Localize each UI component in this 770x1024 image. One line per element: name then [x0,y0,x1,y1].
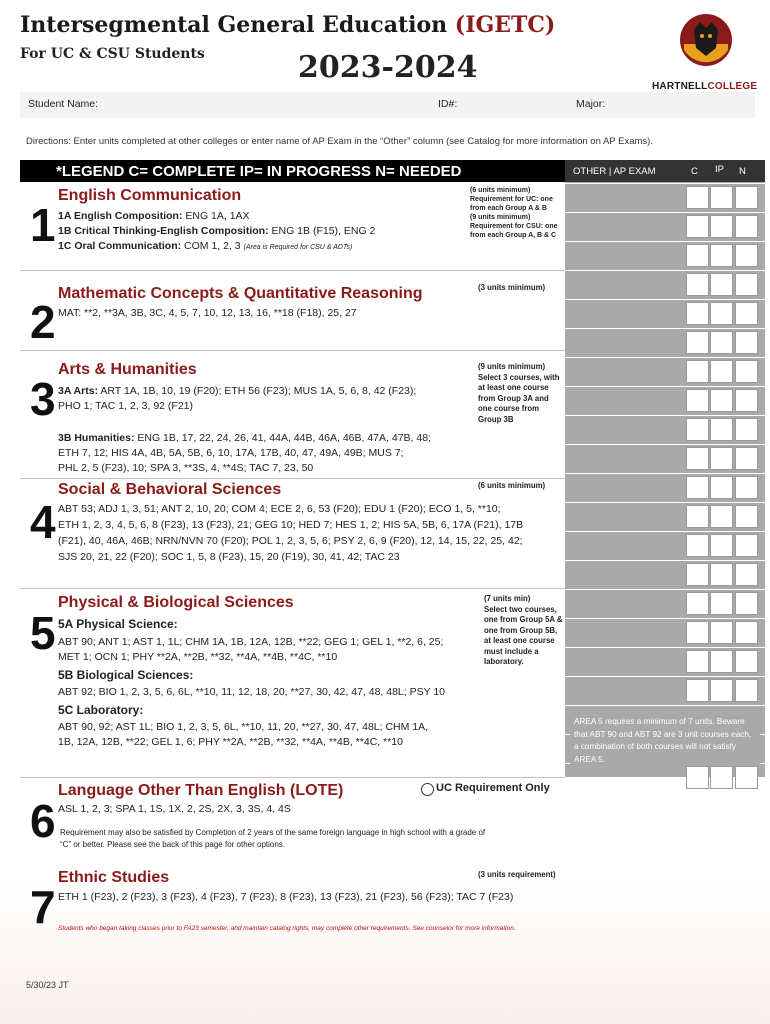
area-4-requirement-note: (6 units minimum) [478,481,546,490]
area-6-note: Requirement may also be satisfied by Completion of 2 years of the same foreign language in high school with a grade of [60,828,486,837]
area-5-heading-5A: 5A Physical Science: [58,617,178,631]
grid-row-divider [565,212,765,213]
needed-checkbox[interactable] [735,534,758,557]
divider [20,478,565,479]
needed-checkbox[interactable] [735,505,758,528]
needed-checkbox[interactable] [735,215,758,238]
in-progress-checkbox[interactable] [710,476,733,499]
grid-row-divider [565,183,765,184]
area-title-3: Arts & Humanities [58,361,197,378]
grid-row-divider [565,241,765,242]
complete-checkbox[interactable] [686,476,709,499]
area-5-requirement-note: (7 units min) Select two courses, one from Group 5A & one from Group 5B, at least one course must include a laboratory. [484,594,563,666]
area-3-requirement-note: (9 units minimum) Select 3 courses, with at least one course from Group 3A and one course from Group 3B [478,362,560,424]
area-5-warning: AREA 5 requires a minimum of 7 units. Beware that ABT 90 and ABT 92 are 3 unit courses each, a combination of both courses will not satisfy AREA 5. [570,716,760,766]
grid-row-divider [565,444,765,445]
complete-checkbox[interactable] [686,592,709,615]
needed-header: N [739,166,746,177]
area-title-6: Language Other Than English (LOTE) [58,782,344,799]
complete-checkbox[interactable] [686,650,709,673]
area-5-heading-5B: 5B Biological Sciences: [58,668,194,682]
area-5-line: 1B, 12A, 12B, **22; GEL 1, 6; PHY **2A, **2B, **32, **4A, **4B, **4C, **10 [58,736,403,748]
grid-row-divider [565,502,765,503]
grid-row-divider [565,357,765,358]
area-title-5: Physical & Biological Sciences [58,594,294,611]
tracking-column-header [565,160,765,182]
grid-row-divider [565,328,765,329]
in-progress-checkbox[interactable] [710,418,733,441]
grid-row-divider [565,589,765,590]
grid-row-divider [565,473,765,474]
complete-checkbox[interactable] [686,215,709,238]
area-4-line: SJS 20, 21, 22 (F20); SOC 1, 5, 8 (F23), 15, 20 (F19), 30, 41, 42; TAC 23 [58,551,400,563]
area-5-line: ABT 90; ANT 1; AST 1, 1L; CHM 1A, 1B, 12A, 12B, **22; GEG 1; GEL 1, **2, 6, 25; [58,636,444,648]
needed-checkbox[interactable] [735,592,758,615]
in-progress-checkbox[interactable] [710,534,733,557]
complete-checkbox[interactable] [686,302,709,325]
in-progress-checkbox[interactable] [710,302,733,325]
area-3-line-3A: 3A Arts: ART 1A, 1B, 10, 19 (F20); ETH 56 (F23); MUS 1A, 5, 6, 8, 42 (F23); [58,385,417,397]
area-5-heading-5C: 5C Laboratory: [58,703,144,717]
complete-checkbox[interactable] [686,563,709,586]
in-progress-checkbox[interactable] [710,592,733,615]
in-progress-checkbox[interactable] [710,505,733,528]
area-4-line: ABT 53; ADJ 1, 3, 51; ANT 2, 10, 20; COM 4; ECE 2, 6, 53 (F20); EDU 1 (F20); ECO 1, 5, **10; [58,503,501,515]
in-progress-checkbox[interactable] [710,186,733,209]
academic-year: 2023-2024 [298,50,478,85]
complete-checkbox[interactable] [686,331,709,354]
needed-checkbox[interactable] [735,302,758,325]
needed-checkbox[interactable] [735,766,758,789]
area-number-5: 5 [30,607,56,659]
student-info-bar [20,92,755,118]
in-progress-checkbox[interactable] [710,563,733,586]
complete-checkbox[interactable] [686,505,709,528]
area-2-requirement-note: (3 units minimum) [478,283,546,292]
area-1-line-1A: 1A English Composition: ENG 1A, 1AX [58,210,250,222]
major-label: Major: [576,98,606,110]
grid-row-divider [565,415,765,416]
area-1-requirement-note: (6 units minimum) Requirement for UC: one from each Group A & B (9 units minimum) Requirement for CSU: one from each Group A, B & C [470,187,558,239]
area-3-line: PHL 2, 5 (F23), 10; SPA 3, **3S, 4, **4S; TAC 7, 23, 50 [58,462,314,474]
complete-checkbox[interactable] [686,360,709,383]
footer-date: 5/30/23 JT [26,980,69,990]
grid-row-divider [565,647,765,648]
needed-checkbox[interactable] [735,331,758,354]
area-1-line-1C: 1C Oral Communication: COM 1, 2, 3 (Area is Required for CSU & ADTs) [58,240,353,252]
in-progress-header: IP [715,164,724,175]
grid-row-divider [565,270,765,271]
in-progress-checkbox[interactable] [710,650,733,673]
legend-bar: *LEGEND C= COMPLETE IP= IN PROGRESS N= NEEDED [20,160,565,182]
complete-checkbox[interactable] [686,186,709,209]
grid-row-divider [565,386,765,387]
complete-checkbox[interactable] [686,244,709,267]
in-progress-checkbox[interactable] [710,331,733,354]
uc-requirement-label: UC Requirement Only [436,782,550,794]
grid-row-divider [565,676,765,677]
area-7-catalog-rights-note: Students who began taking classes prior to FA23 semester, and maintain catalog rights, may complete other requirements. See counselor for more information. [58,925,516,932]
area-number-3: 3 [30,373,56,425]
area-7-line: ETH 1 (F23), 2 (F23), 3 (F23), 4 (F23), 7 (F23), 8 (F23), 13 (F23), 21 (F23), 56 (F23); TAC 7 (F23) [58,891,514,903]
needed-checkbox[interactable] [735,389,758,412]
area-title-7: Ethnic Studies [58,869,170,886]
needed-checkbox[interactable] [735,186,758,209]
divider [20,588,565,589]
needed-checkbox[interactable] [735,244,758,267]
area-title-1: English Communication [58,187,242,204]
grid-row-divider [565,618,765,619]
needed-checkbox[interactable] [735,563,758,586]
in-progress-checkbox[interactable] [710,447,733,470]
area-5-line: ABT 92; BIO 1, 2, 3, 5, 6, 6L, **10, 11, 12, 18, 20, **27, 30, 42, 47, 48, 48L; PSY 10 [58,686,446,698]
area-title-4: Social & Behavioral Sciences [58,481,282,498]
page-title: Intersegmental General Education (IGETC) [20,12,556,38]
complete-header: C [691,166,698,177]
area-number-1: 1 [30,199,56,251]
in-progress-checkbox[interactable] [710,679,733,702]
grid-row-divider [565,560,765,561]
in-progress-checkbox[interactable] [710,389,733,412]
area-3-line: PHO 1; TAC 1, 2, 3, 92 (F21) [58,400,193,412]
other-ap-exam-column [565,182,680,777]
complete-checkbox[interactable] [686,766,709,789]
grid-row-divider [565,705,765,706]
needed-checkbox[interactable] [735,679,758,702]
in-progress-checkbox[interactable] [710,215,733,238]
area-1-line-1B: 1B Critical Thinking-English Composition: ENG 1B (F15), ENG 2 [58,225,376,237]
area-2-line: MAT: **2, **3A, 3B, 3C, 4, 5, 7, 10, 12, 13, 16, **18 (F18), 25, 27 [58,307,357,319]
area-title-2: Mathematic Concepts & Quantitative Reasoning [58,285,423,302]
needed-checkbox[interactable] [735,360,758,383]
grid-row-divider [565,531,765,532]
divider [20,270,565,271]
area-6-line: ASL 1, 2, 3; SPA 1, 1S, 1X, 2, 2S, 2X, 3, 3S, 4, 4S [58,803,291,815]
complete-checkbox[interactable] [686,273,709,296]
directions-text: Directions: Enter units completed at other colleges or enter name of AP Exam in the “Other” column (see Catalog for more information on AP Exams). [26,136,653,147]
student-name-label: Student Name: [28,98,99,110]
needed-checkbox[interactable] [735,273,758,296]
complete-checkbox[interactable] [686,447,709,470]
area-3-line: ETH 7, 12; HIS 4A, 4B, 5A, 5B, 6, 10, 17A, 17B, 40, 47, 49A, 49B; MUS 7; [58,447,404,459]
page-subtitle: For UC & CSU Students [20,46,205,62]
uc-requirement-radio[interactable] [421,783,434,796]
area-number-6: 6 [30,795,56,847]
complete-checkbox[interactable] [686,621,709,644]
panther-icon [676,10,736,72]
needed-checkbox[interactable] [735,476,758,499]
divider [20,350,565,351]
in-progress-checkbox[interactable] [710,244,733,267]
in-progress-checkbox[interactable] [710,273,733,296]
area-5-line: ABT 90, 92; AST 1L; BIO 1, 2, 3, 5, 6L, **10, 11, 20, **27, 30, 47, 48L; CHM 1A, [58,721,429,733]
hartnell-college-logo: HARTNELLCOLLEGE [648,10,752,92]
complete-checkbox[interactable] [686,418,709,441]
id-label: ID#: [438,98,458,110]
complete-checkbox[interactable] [686,534,709,557]
area-6-note: “C” or better. Please see the back of this page for other options. [60,840,286,849]
grid-row-divider [565,299,765,300]
other-ap-exam-header: OTHER | AP EXAM [573,166,656,177]
area-number-2: 2 [30,296,56,348]
in-progress-checkbox[interactable] [710,360,733,383]
area-5-line: MET 1; OCN 1; PHY **2A, **2B, **32, **4A, **4B, **4C, **10 [58,651,338,663]
area-number-4: 4 [30,496,56,548]
needed-checkbox[interactable] [735,447,758,470]
complete-checkbox[interactable] [686,389,709,412]
in-progress-checkbox[interactable] [710,621,733,644]
area-4-line: ETH 1, 2, 3, 4, 5, 6, 8 (F23), 13 (F23), 21; GEG 10; HED 7; HES 1, 2; HIS 5A, 5B, 6, 17A (F21), 17B [58,519,524,531]
area-4-line: (F21), 40, 46A, 46B; NRN/NVN 70 (F20); POL 1, 2, 3, 5, 6; PSY 2, 6, 9 (F20), 12, 14, 15, 22, 25, 42; [58,535,523,547]
area-3-line-3B: 3B Humanities: ENG 1B, 17, 22, 24, 26, 41, 44A, 44B, 46A, 46B, 47A, 47B, 48; [58,432,431,444]
needed-checkbox[interactable] [735,621,758,644]
area-number-7: 7 [30,881,56,933]
needed-checkbox[interactable] [735,650,758,673]
complete-checkbox[interactable] [686,679,709,702]
in-progress-checkbox[interactable] [710,766,733,789]
divider [20,777,565,778]
needed-checkbox[interactable] [735,418,758,441]
area-7-requirement-note: (3 units requirement) [478,870,556,879]
